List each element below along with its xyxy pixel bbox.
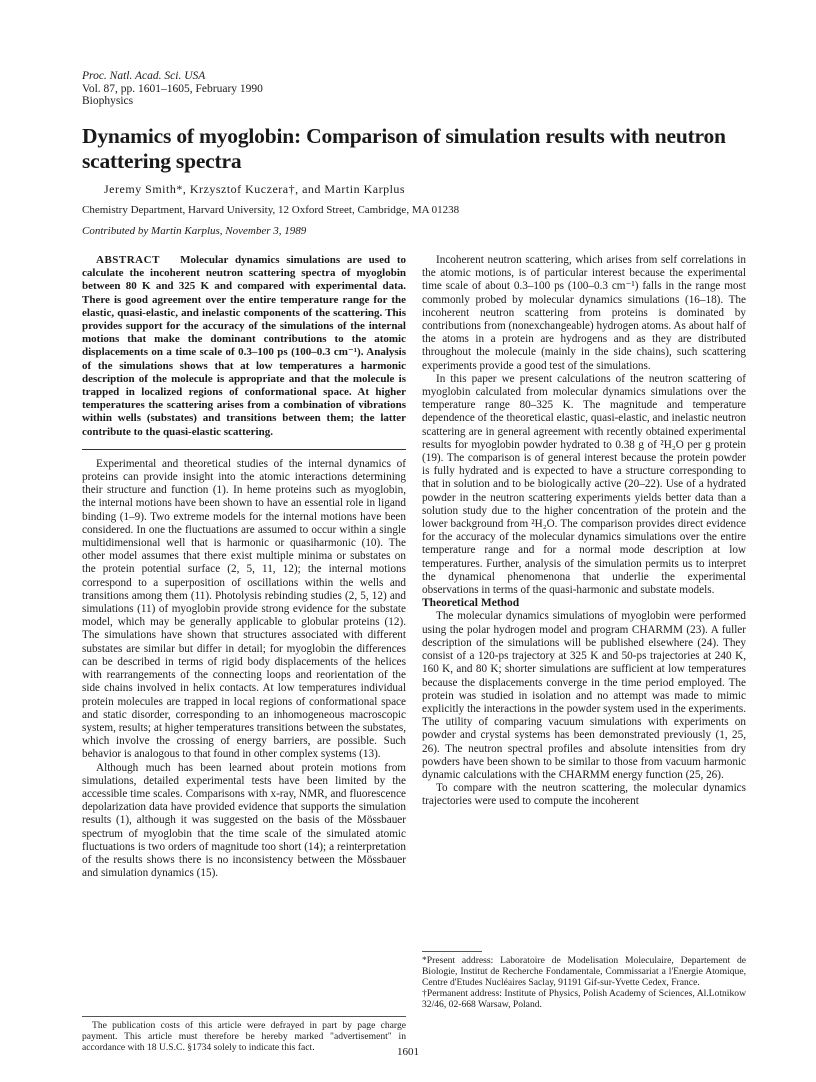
permanent-address-footnote: †Permanent address: Institute of Physics, Polish Academy of Sciences, Al.Lotnikow 32/46, 02-668 Warsaw, Poland. <box>422 988 746 1010</box>
contributed-by: Contributed by Martin Karplus, November 3, 1989 <box>82 225 307 237</box>
footnote-divider <box>422 951 482 952</box>
left-column <box>82 254 406 880</box>
abstract-divider <box>82 449 406 450</box>
abstract-text: Molecular dynamics simulations are used to calculate the incoherent neutron scattering spectra of myoglobin between 80 K and 325 K and compared with experimental data. There is good agreement over the entire temperature range for the elastic, quasi-elastic, and inelastic components of the scattering. This provides support for the accuracy of the simulations of the internal motions that make the dominant contributions to the atomic displacements on a time scale of 0.3–100 ps (100–0.3 cm⁻¹). Analysis of the simulations shows that at low temperatures a harmonic description of the molecule is appropriate and that the molecule is trapped in localized regions of conformational space. At higher temperatures the scattering arises from a combination of vibrations within wells (substates) and transitions between them; the latter contribute to the quasi-elastic scattering. <box>82 254 406 438</box>
journal-section: Biophysics <box>82 95 134 107</box>
right-column <box>422 254 746 809</box>
footnote-text: The publication costs of this article were defrayed in part by page charge payment. This article must therefore be hereby marked "advertisement" in accordance with 18 U.S.C. §1734 solely to indicate this fact. <box>82 1020 406 1053</box>
author-list: Jeremy Smith*, Krzysztof Kuczera†, and Martin Karplus <box>104 182 406 196</box>
journal-name: Proc. Natl. Acad. Sci. USA <box>82 70 206 82</box>
footnote-divider <box>82 1016 406 1017</box>
address-footnotes <box>422 951 746 1010</box>
article-title: Dynamics of myoglobin: Comparison of simulation results with neutron scattering spectra <box>82 124 726 173</box>
journal-volume: Vol. 87, pp. 1601–1605, February 1990 <box>82 82 263 95</box>
abstract-label: ABSTRACT <box>96 254 160 266</box>
present-address-footnote: *Present address: Laboratoire de Modelisation Moleculaire, Departement de Biologie, Institut de Recherche Fondamentale, Commissariat a l'Energie Atomique, Centre d'Etudes Nucléaires Saclay, 91191 Gif-sur-Yvette Cedex, France. <box>422 955 746 988</box>
section-heading: Theoretical Method <box>422 597 520 610</box>
page-number: 1601 <box>397 1046 419 1058</box>
abstract <box>82 254 406 439</box>
body-paragraph: To compare with the neutron scattering, the molecular dynamics trajectories were used to compute the incoherent <box>422 782 746 808</box>
affiliation: Chemistry Department, Harvard University, 12 Oxford Street, Cambridge, MA 01238 <box>82 204 460 216</box>
journal-header <box>82 70 263 108</box>
body-paragraph: The molecular dynamics simulations of myoglobin were performed using the polar hydrogen model and program CHARMM (23). A fuller description of the simulations will be published elsewhere (24). They consist of a 120-ps trajectory at 325 K and 50-ps trajectories at 240 K, 160 K, and 80 K; shorter simulations are sufficient at low temperatures because the displacements converge in the time period employed. The protein was studied in isolation and no attempt was made to mimic explicitly the interactions in the powder system used in the experiments. The utility of comparing vacuum simulations with experiments on powder and crystal systems has been demonstrated previously (1, 25, 26). The neutron spectral profiles and absolute intensities from dry powders have been shown to be similar to those from vacuum harmonic dynamic calculations with the CHARMM energy function (25, 26). <box>422 610 746 781</box>
body-paragraph: Although much has been learned about protein motions from simulations, detailed experimental tests have been limited by the accessible time scales. Comparisons with x-ray, NMR, and fluorescence depolarization data have provided evidence that supports the simulation results (1), although it was suggested on the basis of the Mössbauer spectrum of myoglobin that the time scale of the simulated atomic fluctuations is two orders of magnitude too short (14); a reinterpretation of the results shows there is no inconsistency between the Mössbauer and simulation dynamics (15). <box>82 761 406 880</box>
body-paragraph: Experimental and theoretical studies of the internal dynamics of proteins can provide insight into the atomic interactions determining their structure and function (1). In heme proteins such as myoglobin, the internal motions have been shown to have an essential role in ligand binding (1–9). Two extreme models for the internal motions have been considered. In one the fluctuations are assumed to occur within a single multidimensional well that is harmonic or quasiharmonic (10). The other model assumes that there exist multiple minima or substates on the protein potential surface (2, 5, 11, 12); the internal motions correspond to a superposition of oscillations within the wells and transitions among them (11). Photolysis rebinding studies (2, 5, 12) and simulations (11) of myoglobin provide strong evidence for the substate model, which may be generally applicable to globular proteins (12). The simulations have shown that structures associated with different substates are similar but differ in detail; for myoglobin the differences can be described in terms of rigid body displacements of the helices with rearrangements of the connecting loops and reorientation of the side chains involved in helix contacts. At low temperatures individual protein molecules are trapped in local regions of conformational space and static disorder, corresponding to an inhomogeneous macroscopic system, results; at higher temperatures transitions between the substates, which involve the crossing of energy barriers, are possible. Such behavior is analogous to that found in other complex systems (13). <box>82 457 406 761</box>
body-paragraph: Incoherent neutron scattering, which arises from self correlations in the atomic motions, is of particular interest because the experimental time scale of about 0.3–100 ps (100–0.3 cm⁻¹) falls in the range most commonly probed by molecular dynamics simulations (16–18). The incoherent neutron scattering from proteins is dominated by contributions from (nonexchangeable) hydrogen atoms. As about half of the atoms in a protein are hydrogens and as they are distributed throughout the molecule (mainly in the side chains), such scattering experiments provide a good test of the simulations. <box>422 254 746 372</box>
body-paragraph: In this paper we present calculations of the neutron scattering of myoglobin calculated from molecular dynamics simulations over the temperature range 80–325 K. The magnitude and temperature dependence of the theoretical elastic, quasi-elastic, and inelastic neutron scattering are in general agreement with recently obtained experimental results for myoglobin powder hydrated to 0.38 g of ²H₂O per g protein (19). The comparison is of general interest because the protein powder is fully hydrated and is expected to have a structure corresponding to that in solution and to be biologically active (20–22). Use of a hydrated powder in the neutron scattering experiments yields better data than a solution study due to the higher concentration of the protein and the lower background from ²H₂O. The comparison provides direct evidence for the accuracy of the molecular dynamics simulations over the entire temperature range and for a normal mode description at low temperatures. Further, analysis of the simulation permits us to interpret the dynamical phenomenona that underlie the experimental observations in terms of the quasi-harmonic and substate models. <box>422 372 746 597</box>
